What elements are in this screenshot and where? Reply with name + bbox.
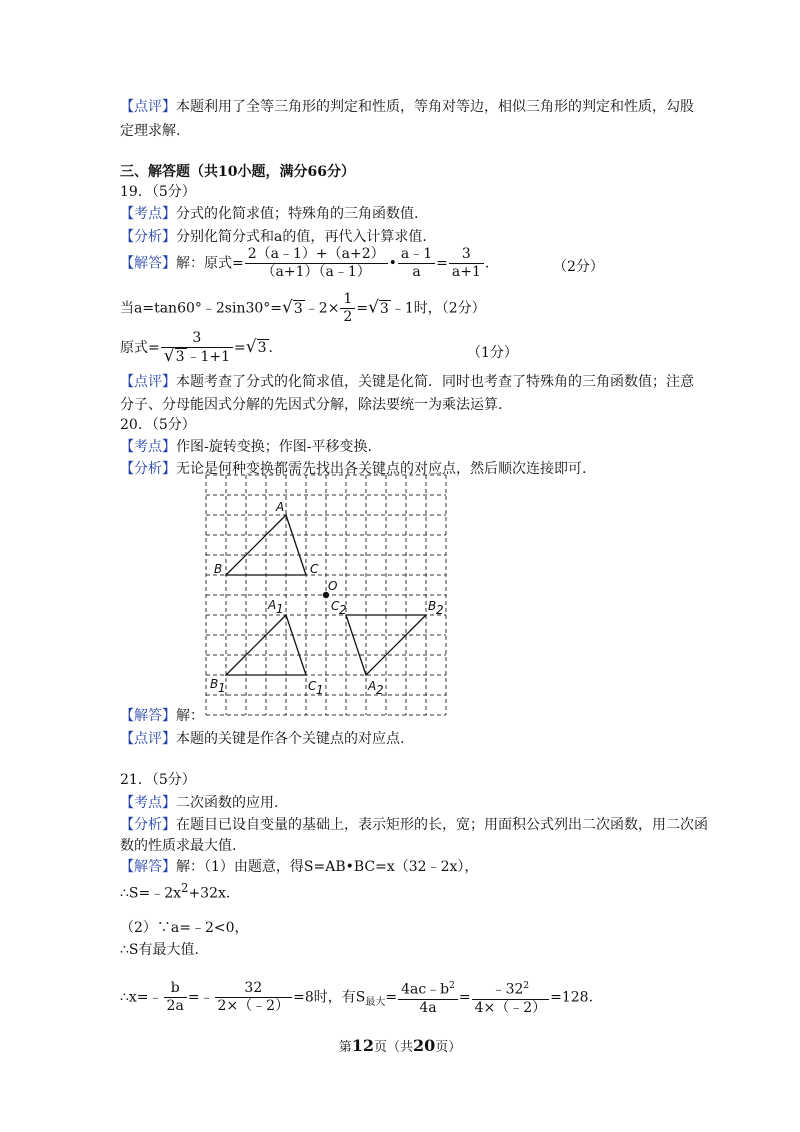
label-b: B	[214, 562, 223, 576]
fraction-2: $\frac{a﹣1}{a}$	[398, 246, 435, 281]
p19-score-2: （1分）	[467, 345, 518, 361]
p21-solution-4: ∴S有最大值.	[120, 942, 199, 958]
label-a: A	[276, 500, 285, 514]
p19-kaodian: 【考点】分式的化简求值；特殊角的三角函数值.	[120, 206, 419, 222]
p20-solution: 【解答】解：	[120, 708, 204, 724]
p18-comment: 【点评】本题利用了全等三角形的判定和性质，等角对等边，相似三角形的判定和性质，勾股	[120, 99, 694, 115]
p20-fenxi: 【分析】无论是何种变换都需先找出各关键点的对应点，然后顺次连接即可.	[120, 461, 587, 477]
p19-when-a: 当a=tan60°﹣2sin30°=√3 ﹣2× $\frac{1}{2}$ =√3 ﹣1时，（2分）	[120, 291, 486, 325]
p21-solution-5: ∴x=﹣ $\frac{b}{2a}$ =﹣ $\frac{32}{2\times(﹣2)}$ =8时，有$S_{最大}=$ $\frac{4ac﹣b^2}{4a}$ = $\frac{﹣32^2}{4\times(﹣2)}$ =128.	[120, 979, 594, 1016]
label-c1-sub: 1	[316, 683, 324, 697]
section-title: 三、解答题（共10小题，满分66分）	[120, 164, 355, 180]
p20-kaodian: 【考点】作图-旋转变换；作图-平移变换.	[120, 439, 372, 455]
comment-tag: 【点评】	[120, 99, 176, 115]
p21-fenxi-cont: 数的性质求最大值.	[120, 838, 237, 854]
p21-fenxi: 【分析】在题目已设自变量的基础上，表示矩形的长，宽；用面积公式列出二次函数，用二次函	[120, 817, 708, 833]
p19-result: 原式= $\frac{3}{√3 ﹣1+1}$ =√3 .	[120, 330, 273, 366]
label-a1: A	[268, 598, 277, 612]
fraction-4: $\frac{3}{√3 ﹣1+1}$	[161, 330, 233, 366]
fraction-half: $\frac{1}{2}$	[340, 291, 355, 326]
fraction-1: $\frac{2(a﹣1)+(a+2)}{(a+1)(a﹣1)}$	[245, 246, 388, 281]
label-b2: B	[428, 599, 437, 613]
p21-solution-1: 【解答】解：（1）由题意，得S=AB•BC=x（32﹣2x），	[120, 859, 479, 875]
p19-solution: 【解答】解：原式= $\frac{2(a﹣1)+(a+2)}{(a+1)(a﹣1)}$ • $\frac{a﹣1}{a}$ = $\frac{3}{a+1}$ .	[120, 246, 490, 280]
fraction-3: $\frac{3}{a+1}$	[449, 246, 484, 281]
p19-fenxi: 【分析】分别化简分式和a的值，再代入计算求值.	[120, 229, 427, 245]
label-a2-sub: 2	[376, 683, 384, 697]
label-a1-sub: 1	[276, 602, 284, 616]
p19-number: 19．（5分）	[120, 184, 196, 200]
label-c2-sub: 2	[339, 603, 347, 617]
p21-kaodian: 【考点】二次函数的应用.	[120, 795, 279, 811]
page-footer: 第12页（共20页）	[338, 1036, 462, 1055]
label-b1: B	[210, 677, 219, 691]
p19-score-1: （2分）	[553, 259, 604, 275]
p20-number: 20．（5分）	[120, 417, 196, 433]
p20-comment: 【点评】本题的关键是作各个关键点的对应点.	[120, 731, 405, 747]
label-c2: C	[331, 599, 340, 613]
label-c1: C	[308, 679, 317, 693]
p19-comment-cont: 分子、分母能因式分解的先因式分解，除法要统一为乘法运算.	[120, 397, 503, 413]
p21-number: 21．（5分）	[120, 772, 196, 788]
p21-solution-3: （2）∵a=﹣2<0，	[120, 920, 249, 936]
label-b2-sub: 2	[436, 603, 444, 617]
transform-grid-figure	[200, 470, 452, 720]
p19-comment: 【点评】本题考查了分式的化简求值，关键是化简．同时也考查了特殊角的三角函数值；注意	[120, 374, 694, 390]
label-o: O	[328, 579, 338, 593]
label-c: C	[310, 562, 319, 576]
label-a2: A	[368, 679, 377, 693]
p18-comment-cont: 定理求解.	[120, 123, 181, 139]
p21-solution-2: $\therefore S=﹣2x^2+32x$.	[120, 881, 231, 902]
label-b1-sub: 1	[218, 681, 226, 695]
